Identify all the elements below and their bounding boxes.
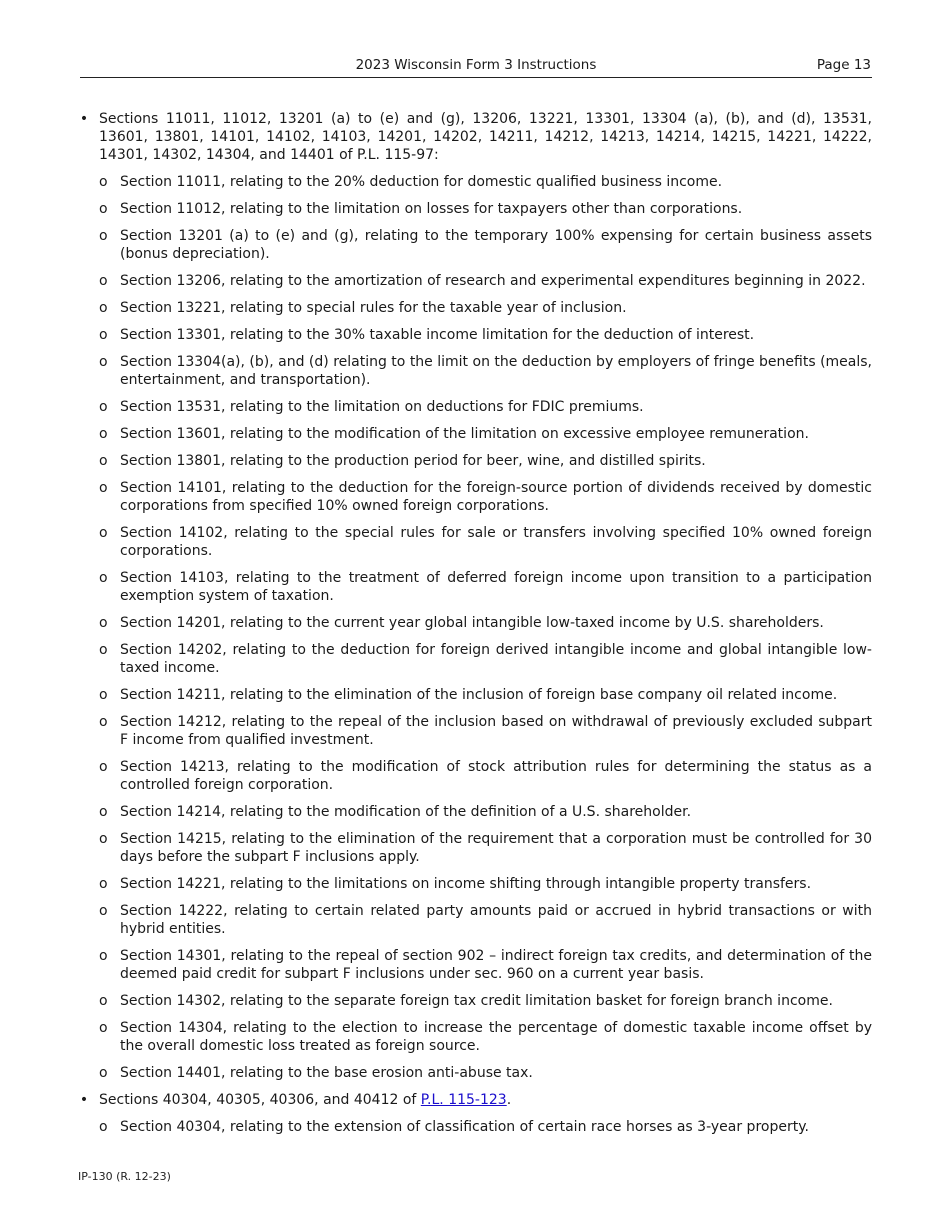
sub-list-item-text: Section 13304(a), (b), and (d) relating to the limit on the deduction by employers of fringe benefits (meals, entertainment, and transportation).: [120, 354, 872, 388]
sub-bullet-icon: o: [99, 615, 108, 631]
sub-bullet-icon: o: [99, 642, 108, 658]
sub-bullet-icon: o: [99, 804, 108, 820]
sub-list-item: [99, 902, 872, 938]
sub-list-item-text: Section 14201, relating to the current year global intangible low-taxed income by U.S. shareholders.: [120, 615, 824, 631]
sub-list-item-text: Section 11012, relating to the limitation on losses for taxpayers other than corporations.: [120, 201, 743, 217]
sub-list-item: [99, 758, 872, 794]
sub-list-item-text: Section 14102, relating to the special rules for sale or transfers involving specified 10% owned foreign corporations.: [120, 525, 872, 559]
sub-list-item-text: Section 13221, relating to special rules for the taxable year of inclusion.: [120, 300, 627, 316]
sub-bullet-icon: o: [99, 273, 108, 289]
page-header: [80, 57, 872, 78]
sub-bullet-icon: o: [99, 201, 108, 217]
list-item: [78, 110, 872, 1082]
sub-bullet-icon: o: [99, 759, 108, 775]
sub-list-item-text: Section 13206, relating to the amortization of research and experimental expenditures beginning in 2022.: [120, 273, 866, 289]
sub-list-item-text: Section 14221, relating to the limitations on income shifting through intangible property transfers.: [120, 876, 812, 892]
sub-list-item-text: Section 13201 (a) to (e) and (g), relating to the temporary 100% expensing for certain business assets (bonus depreciation).: [120, 228, 872, 262]
sub-bullet-icon: o: [99, 1020, 108, 1036]
sub-list-item-text: Section 14101, relating to the deduction for the foreign-source portion of dividends received by domestic corporations from specified 10% owned foreign corporations.: [120, 480, 872, 514]
list-item-text: Sections 11011, 11012, 13201 (a) to (e) and (g), 13206, 13221, 13301, 13304 (a), (b), and (d), 13531, 13601, 13801, 14101, 14102, 14103, 14201, 14202, 14211, 14212, 14213, 14214, 14215, 14221, 14222, 14301, 14302, 14304, and 14401 of P.L. 115‑97:: [99, 111, 872, 163]
list-item: [78, 1091, 872, 1136]
sub-bullet-icon: o: [99, 1065, 108, 1081]
sub-list-item: [99, 641, 872, 677]
sub-list-item: [99, 452, 872, 470]
sub-bullet-icon: o: [99, 903, 108, 919]
sub-list-item: [99, 200, 872, 218]
sub-list-item-text: Section 13801, relating to the production period for beer, wine, and distilled spirits.: [120, 453, 706, 469]
page-number: Page 13: [816, 57, 871, 73]
sub-list-item-text: Section 11011, relating to the 20% deduction for domestic qualified business income.: [120, 174, 723, 190]
sub-list-item-text: Section 14202, relating to the deduction for foreign derived intangible income and global intangible low-taxed income.: [120, 642, 872, 676]
sub-bullet-icon: o: [99, 453, 108, 469]
sub-list-item-text: Section 14214, relating to the modification of the definition of a U.S. shareholder.: [120, 804, 692, 820]
sub-list-item-text: Section 14302, relating to the separate foreign tax credit limitation basket for foreign branch income.: [120, 993, 833, 1009]
pl-115-123-link[interactable]: P.L. 115-123: [420, 1092, 507, 1108]
list-item-text-after: .: [506, 1092, 512, 1108]
sub-bullet-icon: o: [99, 480, 108, 496]
sub-list-item: [99, 803, 872, 821]
sub-bullet-icon: o: [99, 300, 108, 316]
sub-list-item: [99, 326, 872, 344]
sub-list-item: [99, 524, 872, 560]
sub-list-item: [99, 1019, 872, 1055]
sub-bullet-icon: o: [99, 525, 108, 541]
sub-list-item: [99, 947, 872, 983]
sub-list-item-text: Section 14211, relating to the elimination of the inclusion of foreign base company oil related income.: [120, 687, 838, 703]
sub-bullet-icon: o: [99, 876, 108, 892]
sub-bullet-icon: o: [99, 228, 108, 244]
form-id: IP-130 (R. 12-23): [78, 1170, 171, 1183]
sub-bullet-icon: o: [99, 570, 108, 586]
sub-list-item-text: Section 14213, relating to the modification of stock attribution rules for determining the status as a controlled foreign corporation.: [120, 759, 872, 793]
sub-bullet-icon: o: [99, 687, 108, 703]
bullet-icon: •: [79, 1092, 89, 1108]
sub-bullet-icon: o: [99, 831, 108, 847]
sub-list-item-text: Section 14215, relating to the elimination of the requirement that a corporation must be controlled for 30 days before the subpart F inclusions apply.: [120, 831, 872, 865]
sub-list-item-text: Section 14222, relating to certain related party amounts paid or accrued in hybrid transactions or with hybrid entities.: [120, 903, 872, 937]
sub-list-item: [99, 1118, 872, 1136]
sub-bullet-icon: o: [99, 948, 108, 964]
sub-list-item: [99, 227, 872, 263]
sub-list-item: [99, 992, 872, 1010]
sub-list-item: [99, 830, 872, 866]
sub-list-item-text: Section 14103, relating to the treatment of deferred foreign income upon transition to a participation exemption system of taxation.: [120, 570, 872, 604]
sub-list-item: [99, 614, 872, 632]
sub-list: [99, 173, 872, 1082]
sub-bullet-icon: o: [99, 1119, 108, 1135]
section-list: [78, 110, 872, 1136]
sub-list-item-text: Section 13531, relating to the limitation on deductions for FDIC premiums.: [120, 399, 644, 415]
sub-list-item: [99, 425, 872, 443]
sub-list-item-text: Section 14304, relating to the election to increase the percentage of domestic taxable income offset by the overall domestic loss treated as foreign source.: [120, 1020, 872, 1054]
sub-bullet-icon: o: [99, 993, 108, 1009]
bullet-icon: •: [79, 111, 89, 127]
sub-list-item-text: Section 14212, relating to the repeal of the inclusion based on withdrawal of previously excluded subpart F income from qualified investment.: [120, 714, 872, 748]
sub-list-item: [99, 479, 872, 515]
sub-list-item: [99, 686, 872, 704]
sub-list-item: [99, 569, 872, 605]
sub-list: [99, 1118, 872, 1136]
sub-list-item: [99, 353, 872, 389]
sub-list-item: [99, 173, 872, 191]
sub-list-item: [99, 398, 872, 416]
list-item-text-before: Sections 40304, 40305, 40306, and 40412 of: [99, 1092, 421, 1108]
sub-list-item: [99, 713, 872, 749]
sub-list-item: [99, 299, 872, 317]
sub-bullet-icon: o: [99, 174, 108, 190]
sub-bullet-icon: o: [99, 426, 108, 442]
sub-list-item: [99, 272, 872, 290]
sub-bullet-icon: o: [99, 354, 108, 370]
document-title: 2023 Wisconsin Form 3 Instructions: [355, 57, 597, 73]
sub-list-item-text: Section 13601, relating to the modification of the limitation on excessive employee remuneration.: [120, 426, 809, 442]
sub-list-item-text: Section 13301, relating to the 30% taxable income limitation for the deduction of interest.: [120, 327, 755, 343]
sub-list-item-text: Section 14301, relating to the repeal of section 902 – indirect foreign tax credits, and determination of the deemed paid credit for subpart F inclusions under sec. 960 on a current year basis.: [120, 948, 872, 982]
sub-list-item-text: Section 40304, relating to the extension of classification of certain race horses as 3-year property.: [120, 1119, 809, 1135]
sub-list-item: [99, 875, 872, 893]
sub-bullet-icon: o: [99, 327, 108, 343]
sub-bullet-icon: o: [99, 399, 108, 415]
document-body: [78, 110, 872, 1145]
sub-bullet-icon: o: [99, 714, 108, 730]
sub-list-item-text: Section 14401, relating to the base erosion anti-abuse tax.: [120, 1065, 533, 1081]
sub-list-item: [99, 1064, 872, 1082]
